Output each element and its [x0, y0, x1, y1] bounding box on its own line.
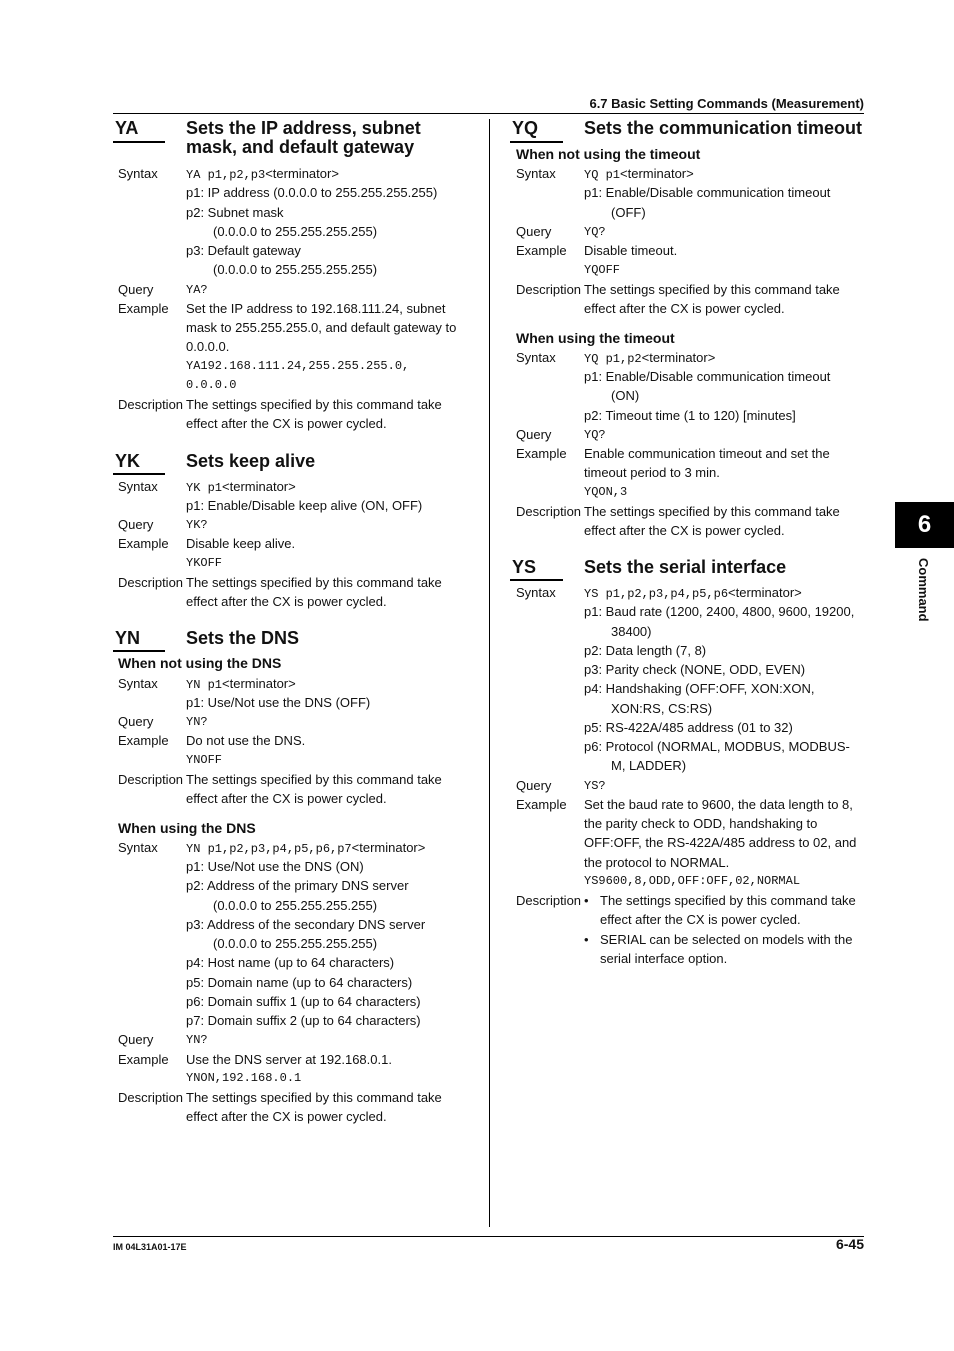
example-code: 0.0.0.0 — [186, 378, 237, 392]
param-p3-range: (0.0.0.0 to 255.255.255.255) — [213, 262, 378, 277]
description-text: effect after the CX is power cycled. — [186, 416, 387, 431]
example-text: the protocol to NORMAL. — [584, 855, 730, 870]
label-query: Query — [516, 427, 552, 442]
query-yk: YK? — [186, 518, 208, 532]
label-description: Description — [516, 893, 582, 908]
example-text: OFF:OFF, the RS-422A/485 address to 02, and — [584, 835, 857, 850]
label-description: Description — [516, 504, 582, 519]
description-text: The settings specified by this command take — [584, 282, 840, 297]
label-syntax: Syntax — [516, 350, 556, 365]
example-code: YQON,3 — [584, 485, 628, 499]
command-title-yn: Sets the DNS — [186, 628, 300, 648]
param-p4: p4: Handshaking (OFF:OFF, XON:XON, — [584, 681, 815, 696]
label-description: Description — [118, 772, 184, 787]
label-syntax: Syntax — [118, 166, 158, 181]
label-syntax: Syntax — [118, 479, 158, 494]
description-text: effect after the CX is power cycled. — [186, 791, 387, 806]
example-text: timeout period to 3 min. — [584, 465, 720, 480]
syntax-ys: YS p1,p2,p3,p4,p5,p6<terminator> — [584, 585, 802, 601]
example-text: 0.0.0.0. — [186, 339, 230, 354]
command-title-ys: Sets the serial interface — [584, 557, 787, 577]
param-p6: p6: Protocol (NORMAL, MODBUS, MODBUS- — [584, 739, 850, 754]
syntax-yn-off: YN p1<terminator> — [186, 676, 296, 692]
param-p2: p2: Data length (7, 8) — [584, 643, 707, 658]
example-text: Do not use the DNS. — [186, 733, 306, 748]
chapter-tab: 6 — [895, 502, 954, 548]
param-p1-cont: 38400) — [611, 624, 652, 639]
param-p7: p7: Domain suffix 2 (up to 64 characters) — [186, 1013, 421, 1028]
param-p5: p5: Domain name (up to 64 characters) — [186, 975, 413, 990]
example-text: the parity check to ODD, handshaking to — [584, 816, 818, 831]
description-text: effect after the CX is power cycled. — [186, 1109, 387, 1124]
command-code-yq: YQ — [512, 118, 539, 138]
command-code-ys: YS — [512, 557, 537, 577]
param-p1: p1: Use/Not use the DNS (OFF) — [186, 695, 371, 710]
footer-rule — [113, 1236, 864, 1237]
param-p1-value: (ON) — [611, 388, 640, 403]
query-yq: YQ? — [584, 428, 606, 442]
label-example: Example — [118, 733, 169, 748]
description-text: effect after the CX is power cycled. — [584, 301, 785, 316]
label-example: Example — [118, 301, 169, 316]
page-number: 6-45 — [835, 1236, 864, 1252]
param-p2: p2: Address of the primary DNS server — [186, 878, 409, 893]
command-code-ya: YA — [115, 118, 139, 138]
section-header: 6.7 Basic Setting Commands (Measurement) — [589, 96, 864, 111]
command-code-underline — [510, 579, 563, 581]
description-text: The settings specified by this command take — [186, 1090, 442, 1105]
example-text: Enable communication timeout and set the — [584, 446, 830, 461]
label-syntax: Syntax — [516, 166, 556, 181]
example-text: mask to 255.255.255.0, and default gateway to — [186, 320, 457, 335]
example-code: YA192.168.111.24,255.255.255.0, — [186, 359, 410, 373]
label-example: Example — [118, 1052, 169, 1067]
command-code-underline — [510, 141, 563, 143]
label-example: Example — [516, 243, 567, 258]
example-code: YNOFF — [186, 753, 223, 767]
subheading: When not using the DNS — [118, 655, 282, 671]
label-description: Description — [118, 1090, 184, 1105]
example-text: Set the IP address to 192.168.111.24, subnet — [186, 301, 446, 316]
document-id: IM 04L31A01-17E — [113, 1242, 187, 1252]
query-yn: YN? — [186, 1033, 208, 1047]
param-p1: p1: IP address (0.0.0.0 to 255.255.255.255) — [186, 185, 438, 200]
query-ya: YA? — [186, 283, 208, 297]
subheading: When using the DNS — [118, 820, 256, 836]
description-text: effect after the CX is power cycled. — [600, 912, 801, 927]
command-title-yq: Sets the communication timeout — [584, 118, 863, 138]
header-rule — [113, 113, 864, 114]
query-yn: YN? — [186, 715, 208, 729]
label-query: Query — [118, 282, 154, 297]
param-p2: p2: Subnet mask — [186, 205, 284, 220]
param-p1-value: (OFF) — [611, 205, 646, 220]
bullet: • — [584, 932, 589, 947]
command-title-ya: Sets the IP address, subnet mask, and default gateway — [186, 118, 421, 157]
column-divider — [489, 119, 490, 1227]
label-description: Description — [516, 282, 582, 297]
label-query: Query — [516, 224, 552, 239]
command-code-yn: YN — [115, 628, 141, 648]
param-p1: p1: Enable/Disable communication timeout — [584, 185, 831, 200]
param-p1: p1: Baud rate (1200, 2400, 4800, 9600, 19200, — [584, 604, 855, 619]
param-p4-cont: XON:RS, CS:RS) — [611, 701, 713, 716]
example-code: YS9600,8,ODD,OFF:OFF,02,NORMAL — [584, 874, 801, 888]
description-text: SERIAL can be selected on models with the — [600, 932, 853, 947]
description-text: effect after the CX is power cycled. — [186, 594, 387, 609]
param-p6: p6: Domain suffix 1 (up to 64 characters) — [186, 994, 421, 1009]
example-text: Set the baud rate to 9600, the data length to 8, — [584, 797, 853, 812]
example-text: Disable timeout. — [584, 243, 678, 258]
param-p2-range: (0.0.0.0 to 255.255.255.255) — [213, 224, 378, 239]
label-description: Description — [118, 397, 184, 412]
subheading: When using the timeout — [516, 330, 675, 346]
example-text: Disable keep alive. — [186, 536, 296, 551]
param-p1: p1: Enable/Disable keep alive (ON, OFF) — [186, 498, 423, 513]
param-p4: p4: Host name (up to 64 characters) — [186, 955, 395, 970]
label-example: Example — [516, 446, 567, 461]
param-p2-range: (0.0.0.0 to 255.255.255.255) — [213, 898, 378, 913]
description-text: The settings specified by this command take — [600, 893, 856, 908]
label-syntax: Syntax — [118, 676, 158, 691]
param-p1: p1: Use/Not use the DNS (ON) — [186, 859, 364, 874]
param-p3: p3: Parity check (NONE, ODD, EVEN) — [584, 662, 806, 677]
command-title-yk: Sets keep alive — [186, 451, 316, 471]
label-syntax: Syntax — [118, 840, 158, 855]
description-text: serial interface option. — [600, 951, 728, 966]
syntax-yk: YK p1<terminator> — [186, 479, 296, 495]
subheading: When not using the timeout — [516, 146, 701, 162]
command-code-underline — [113, 650, 165, 652]
query-yq: YQ? — [584, 225, 606, 239]
label-description: Description — [118, 575, 184, 590]
description-text: The settings specified by this command take — [186, 575, 442, 590]
syntax-yq-on: YQ p1,p2<terminator> — [584, 350, 716, 366]
example-code: YQOFF — [584, 263, 621, 277]
label-example: Example — [118, 536, 169, 551]
param-p3: p3: Default gateway — [186, 243, 301, 258]
example-text: Use the DNS server at 192.168.0.1. — [186, 1052, 392, 1067]
label-example: Example — [516, 797, 567, 812]
label-query: Query — [118, 517, 154, 532]
syntax-ya: YA p1,p2,p3<terminator> — [186, 166, 339, 182]
label-query: Query — [118, 1032, 154, 1047]
param-p5: p5: RS-422A/485 address (01 to 32) — [584, 720, 793, 735]
command-code-underline — [113, 141, 165, 143]
command-code-yk: YK — [115, 451, 141, 471]
label-query: Query — [516, 778, 552, 793]
query-ys: YS? — [584, 779, 606, 793]
label-syntax: Syntax — [516, 585, 556, 600]
param-p6-cont: M, LADDER) — [611, 758, 687, 773]
command-code-underline — [113, 473, 165, 475]
param-p1: p1: Enable/Disable communication timeout — [584, 369, 831, 384]
param-p2: p2: Timeout time (1 to 120) [minutes] — [584, 408, 796, 423]
description-text: The settings specified by this command take — [584, 504, 840, 519]
label-query: Query — [118, 714, 154, 729]
bullet: • — [584, 893, 589, 908]
chapter-side-label: Command — [916, 558, 931, 622]
syntax-yn-on: YN p1,p2,p3,p4,p5,p6,p7<terminator> — [186, 840, 426, 856]
description-text: The settings specified by this command take — [186, 397, 442, 412]
syntax-yq-off: YQ p1<terminator> — [584, 166, 694, 182]
description-text: The settings specified by this command take — [186, 772, 442, 787]
example-code: YNON,192.168.0.1 — [186, 1071, 302, 1085]
description-text: effect after the CX is power cycled. — [584, 523, 785, 538]
example-code: YKOFF — [186, 556, 223, 570]
param-p3: p3: Address of the secondary DNS server — [186, 917, 426, 932]
param-p3-range: (0.0.0.0 to 255.255.255.255) — [213, 936, 378, 951]
